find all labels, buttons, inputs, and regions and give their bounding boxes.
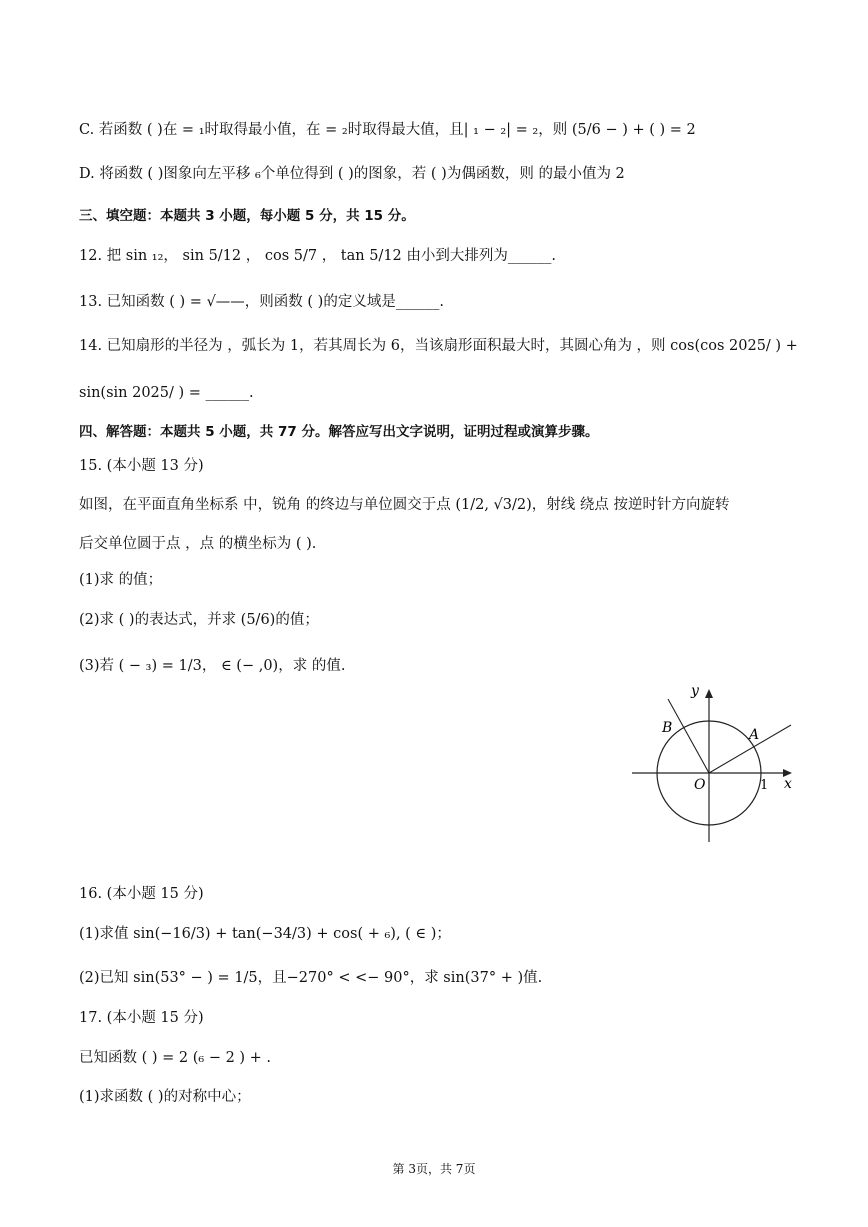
question-13: 13. 已知函数 ( ) = √——，则函数 ( )的定义域是______. bbox=[79, 294, 444, 310]
label-o: O bbox=[694, 777, 706, 793]
question-15-text1: 如图，在平面直角坐标系 中，锐角 的终边与单位圆交于点 (1/2, √3/2)，射线 绕点 按逆时针方向旋转 bbox=[79, 497, 730, 513]
question-14-line1: 14. 已知扇形的半径为 ，弧长为 1，若其周长为 6，当该扇形面积最大时，其圆心角为 ，则 cos(cos 2025/ ) + bbox=[79, 338, 798, 354]
label-b: B bbox=[662, 720, 673, 736]
question-15-header: 15. (本小题 13 分) bbox=[79, 458, 204, 474]
unit-circle-figure bbox=[628, 680, 808, 850]
question-15-part3: (3)若 ( − ₃) = 1/3， ∈ (− ,0)，求 的值. bbox=[79, 658, 346, 674]
y-axis-arrow-icon bbox=[705, 689, 713, 698]
question-15-text2: 后交单位圆于点 ，点 的横坐标为 ( ). bbox=[79, 536, 317, 552]
question-14-line2: sin(sin 2025/ ) = ______. bbox=[79, 385, 254, 401]
question-12: 12. 把 sin ₁₂， sin 5/12 ， cos 5/7 ， tan 5/12 由小到大排列为______. bbox=[79, 248, 556, 264]
option-c: C. 若函数 ( )在 = ₁时取得最小值，在 = ₂时取得最大值，且| ₁ − ₂| = ₂，则 (5/6 − ) + ( ) = 2 bbox=[79, 122, 696, 138]
question-17-header: 17. (本小题 15 分) bbox=[79, 1010, 204, 1026]
label-y: y bbox=[691, 683, 699, 699]
option-d: D. 将函数 ( )图象向左平移 ₆个单位得到 ( )的图象，若 ( )为偶函数，则 的最小值为 2 bbox=[79, 166, 625, 182]
label-a: A bbox=[749, 727, 760, 743]
section-4-heading: 四、解答题：本题共 5 小题，共 77 分。解答应写出文字说明，证明过程或演算步骤。 bbox=[79, 424, 599, 440]
question-16-part1: (1)求值 sin(−16/3) + tan(−34/3) + cos( + ₆), ( ∈ )； bbox=[79, 926, 451, 942]
question-17-part1: (1)求函数 ( )的对称中心； bbox=[79, 1089, 251, 1105]
question-15-part1: (1)求 的值； bbox=[79, 572, 163, 588]
question-17-text: 已知函数 ( ) = 2 (₆ − 2 ) + . bbox=[79, 1050, 272, 1066]
question-15-part2: (2)求 ( )的表达式，并求 (5/6)的值； bbox=[79, 612, 319, 628]
label-1: 1 bbox=[760, 778, 769, 793]
question-16-header: 16. (本小题 15 分) bbox=[79, 886, 204, 902]
ray-ob bbox=[668, 699, 709, 773]
section-3-heading: 三、填空题：本题共 3 小题，每小题 5 分，共 15 分。 bbox=[79, 208, 415, 224]
label-x: x bbox=[784, 776, 792, 792]
page-footer: 第 3页，共 7页 bbox=[392, 1162, 476, 1176]
question-16-part2: (2)已知 sin(53° − ) = 1/5，且−270° < <− 90°，求 sin(37° + )值. bbox=[79, 970, 543, 986]
